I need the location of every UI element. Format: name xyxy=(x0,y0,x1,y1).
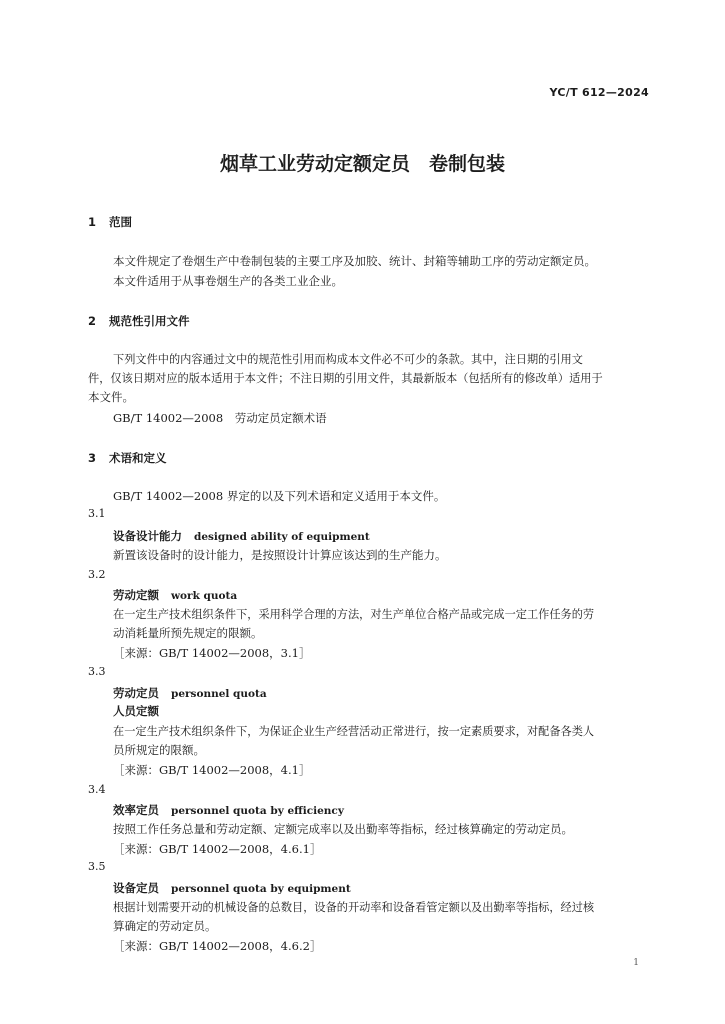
term-3-5-source: ［来源：GB/T 14002—2008，4.6.2］ xyxy=(113,939,322,953)
term-3-2-source: ［来源：GB/T 14002—2008，3.1］ xyxy=(113,646,311,660)
term-3-4-number: 3.4 xyxy=(88,783,106,796)
term-3-2-definition-line-1: 在一定生产技术组织条件下，采用科学合理的方法，对生产单位合格产品或完成一定工作任务的劳 xyxy=(113,608,595,621)
term-chinese: 设备设计能力 xyxy=(113,529,182,543)
term-3-1-number: 3.1 xyxy=(88,507,106,520)
term-3-3-alternative xyxy=(113,703,159,719)
term-chinese: 设备定员 xyxy=(113,881,159,895)
term-3-1-heading xyxy=(113,528,370,544)
section-1-heading xyxy=(88,214,132,230)
section-2-paragraph-line-2: 件，仅该日期对应的版本适用于本文件；不注日期的引用文件，其最新版本（包括所有的修改单）适用于 xyxy=(88,372,603,385)
term-3-1-definition: 新置该设备时的设计能力，是按照设计计算应该达到的生产能力。 xyxy=(113,548,447,562)
term-english: personnel quota xyxy=(171,688,267,700)
term-3-5-heading xyxy=(113,880,351,896)
term-3-2-definition-line-2: 动消耗量所预先规定的限额。 xyxy=(113,626,263,640)
term-3-3-heading xyxy=(113,685,267,701)
term-3-5-number: 3.5 xyxy=(88,860,106,873)
normative-reference: GB/T 14002—2008 劳动定员定额术语 xyxy=(113,411,327,425)
term-3-4-source: ［来源：GB/T 14002—2008，4.6.1］ xyxy=(113,842,322,856)
section-1-paragraph-1: 本文件规定了卷烟生产中卷制包装的主要工序及加胶、统计、封箱等辅助工序的劳动定额定员。 xyxy=(113,254,596,268)
term-chinese: 劳动定员 xyxy=(113,686,159,700)
section-number: 3 xyxy=(88,451,97,465)
document-title: 烟草工业劳动定额定员 卷制包装 xyxy=(219,153,505,175)
section-number: 1 xyxy=(88,215,97,229)
section-2-paragraph-line-1: 下列文件中的内容通过文中的规范性引用而构成本文件必不可少的条款。其中，注日期的引用文 xyxy=(113,353,583,366)
term-3-3-definition-line-1: 在一定生产技术组织条件下，为保证企业生产经营活动正常进行，按一定素质要求，对配备各类人 xyxy=(113,725,595,738)
term-chinese: 劳动定额 xyxy=(113,588,159,602)
term-3-3-source: ［来源：GB/T 14002—2008，4.1］ xyxy=(113,763,311,777)
term-chinese: 效率定员 xyxy=(113,803,159,817)
section-3-heading xyxy=(88,450,167,466)
term-english: work quota xyxy=(171,590,238,602)
page-number: 1 xyxy=(633,958,639,968)
term-3-5-definition-line-1: 根据计划需要开动的机械设备的总数目，设备的开动率和设备看管定额以及出勤率等指标，经过核 xyxy=(113,901,595,914)
section-title: 规范性引用文件 xyxy=(109,314,190,328)
term-english: personnel quota by equipment xyxy=(171,883,351,895)
term-3-4-heading xyxy=(113,802,344,818)
section-2-paragraph-line-3: 本文件。 xyxy=(88,390,134,404)
term-alternative-name: 人员定额 xyxy=(113,704,159,718)
section-title: 术语和定义 xyxy=(109,451,167,465)
term-3-4-definition: 按照工作任务总量和劳动定额、定额完成率以及出勤率等指标，经过核算确定的劳动定员。 xyxy=(113,822,573,836)
section-1-paragraph-2: 本文件适用于从事卷烟生产的各类工业企业。 xyxy=(113,274,343,288)
standard-code: YC/T 612—2024 xyxy=(549,86,649,99)
term-3-2-heading xyxy=(113,587,237,603)
term-english: personnel quota by efficiency xyxy=(171,805,344,817)
term-english: designed ability of equipment xyxy=(194,531,370,543)
section-2-heading xyxy=(88,313,190,329)
term-3-3-definition-line-2: 员所规定的限额。 xyxy=(113,743,205,757)
term-3-3-number: 3.3 xyxy=(88,665,106,678)
term-3-5-definition-line-2: 算确定的劳动定员。 xyxy=(113,919,217,933)
section-3-intro: GB/T 14002—2008 界定的以及下列术语和定义适用于本文件。 xyxy=(113,489,446,503)
section-title: 范围 xyxy=(109,215,132,229)
term-3-2-number: 3.2 xyxy=(88,568,106,581)
section-number: 2 xyxy=(88,314,97,328)
